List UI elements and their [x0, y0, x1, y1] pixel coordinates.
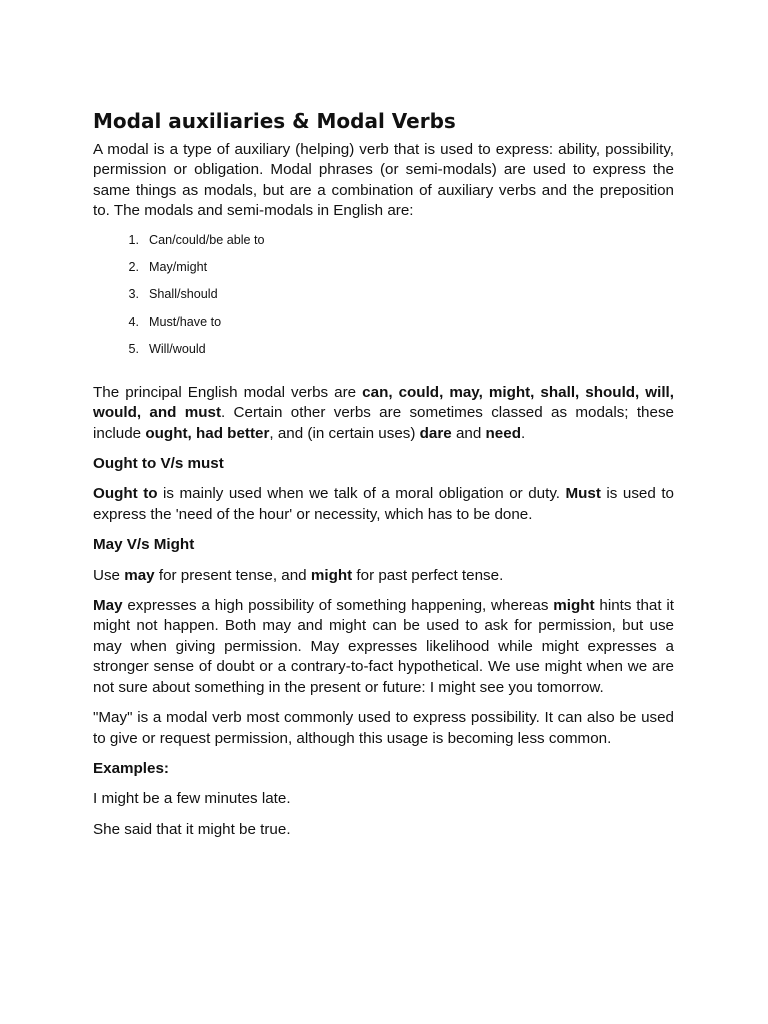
document-title: Modal auxiliaries & Modal Verbs [93, 109, 456, 133]
principal-verbs-paragraph [93, 383, 674, 444]
list-item [93, 314, 674, 330]
examples-heading: Examples: [93, 759, 169, 777]
bold-run: Must [565, 485, 601, 503]
list-number: 5. [128, 341, 139, 356]
list-text: Will/would [149, 341, 206, 356]
bold-run: Ought to [93, 485, 158, 503]
text-run: The principal English modal verbs are [93, 383, 363, 401]
list-item [93, 341, 674, 357]
section-heading-may-might: May V/s Might [93, 536, 195, 554]
may-definition-paragraph: "May" is a modal verb most commonly used to express possibility. It can also be used to give or request permission, although this usage is becoming less common. [93, 709, 674, 747]
text-run: Use [93, 566, 125, 584]
bold-run: dare [419, 424, 452, 442]
list-text: Can/could/be able to [149, 232, 265, 247]
text-run: expresses a high possibility of something happening, whereas [122, 597, 554, 615]
list-item [93, 259, 674, 275]
list-number: 1. [128, 232, 139, 247]
list-item [93, 232, 674, 248]
list-text: May/might [149, 259, 208, 274]
text-run: is used to express the 'need of the hour' or necessity, which has to be done. [93, 485, 674, 523]
may-might-tense-paragraph [93, 566, 674, 586]
list-number: 2. [128, 259, 139, 274]
text-run: hints that it might not happen. Both may and might can be used to ask for permission, but use may when giving permission. May expresses likelihood while might expresses a stronger sense of doubt or a contrary-to-fact hypothetical. We use might when we are not sure about something in the present or future: I might see you tomorrow. [93, 597, 674, 696]
bold-run: may [124, 566, 155, 584]
list-text: Must/have to [149, 314, 222, 329]
example-sentence: She said that it might be true. [93, 820, 291, 838]
bold-run: ought, had better [145, 424, 270, 442]
document-page [93, 108, 674, 850]
bold-run: might [553, 597, 595, 615]
text-run: . [520, 424, 526, 442]
text-run: is mainly used when we talk of a moral obligation or duty. [157, 485, 566, 503]
ought-must-paragraph [93, 484, 674, 525]
section-heading-ought-must: Ought to V/s must [93, 455, 224, 473]
intro-paragraph: A modal is a type of auxiliary (helping) verb that is used to express: ability, possibility, permission or obligation. Modal phrases (or semi-modals) are used to express the same things as modals, but are a combination of auxiliary verbs and the preposition to. The modals and semi-modals in English are: [93, 141, 674, 220]
modals-list [93, 232, 674, 357]
list-number: 4. [128, 314, 139, 329]
text-run: for present tense, and [154, 566, 311, 584]
example-sentence: I might be a few minutes late. [93, 790, 291, 808]
text-run: and [451, 424, 486, 442]
list-item [93, 286, 674, 302]
bold-run: might [310, 566, 353, 584]
list-text: Shall/should [149, 287, 218, 302]
bold-run: need [485, 424, 521, 442]
bold-run: May [93, 597, 123, 615]
text-run: , and (in certain uses) [269, 424, 420, 442]
may-might-possibility-paragraph [93, 596, 674, 698]
text-run: . Certain other verbs are sometimes classed as modals; these include [93, 404, 674, 442]
text-run: for past perfect tense. [352, 566, 504, 584]
bold-run: can, could, may, might, shall, should, will, would, and must [93, 383, 674, 422]
list-number: 3. [128, 287, 139, 302]
